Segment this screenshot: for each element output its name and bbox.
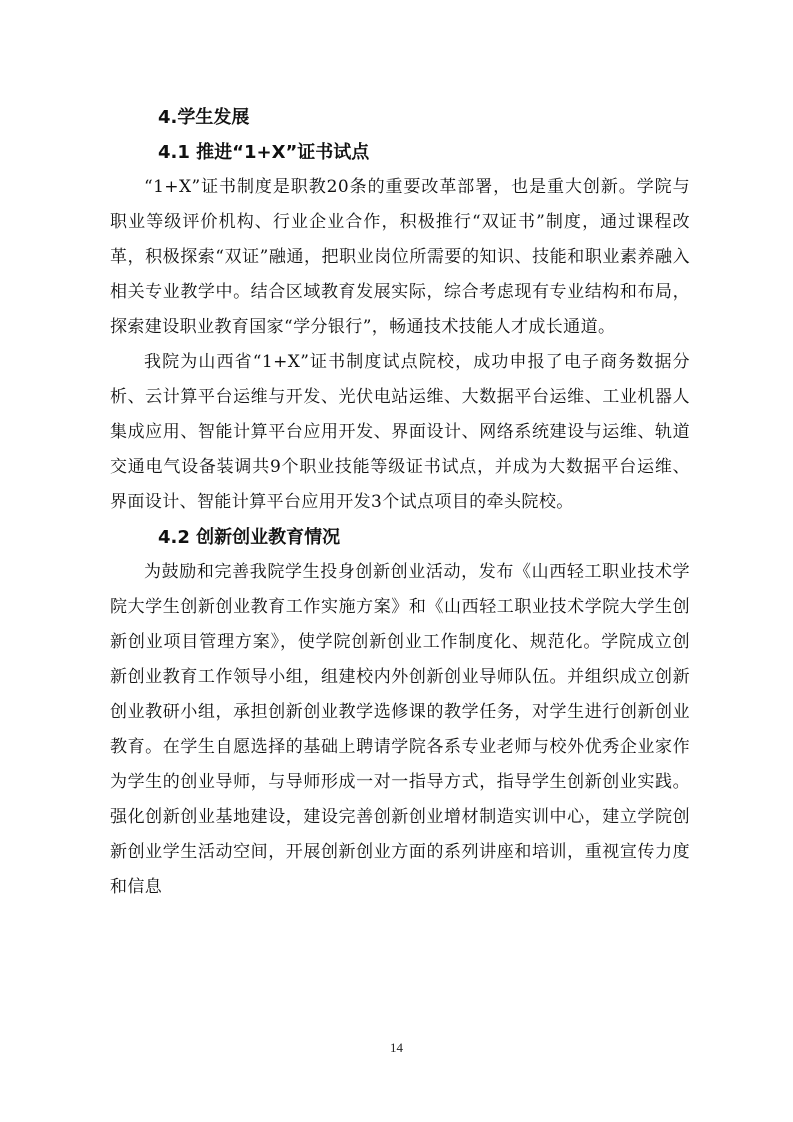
paragraph-innovation: 为鼓励和完善我院学生投身创新创业活动，发布《山西轻工职业技术学院大学生创新创业教育工作实施方案》和《山西轻工职业技术学院大学生创新创业项目管理方案》，使学院创新创业工作制度化、规范化。学院成立创新创业教育工作领导小组，组建校内外创新创业导师队伍。并组织成立创新创业教研小组，承担创新创业教学选修课的教学任务，对学生进行创新创业教育。在学生自愿选择的基础上聘请学院各系专业老师与校外优秀企业家作为学生的创业导师，与导师形成一对一指导方式，指导学生创新创业实践。强化创新创业基地建设，建设完善创新创业增材制造实训中心，建立学院创新创业学生活动空间，开展创新创业方面的系列讲座和培训，重视宣传力度和信息 xyxy=(110,562,690,897)
page-content xyxy=(110,100,690,905)
paragraph-1x-intro: “1+X”证书制度是职教20条的重要改革部署，也是重大创新。学院与职业等级评价机构、行业企业合作，积极推行“双证书”制度，通过课程改革，积极探索“双证”融通，把职业岗位所需要的知识、技能和职业素养融入相关专业教学中。结合区域教育发展实际，综合考虑现有专业结构和布局，探索建设职业教育国家“学分银行”，畅通技术技能人才成长通道。 xyxy=(110,177,690,337)
subsection-title-4-1: 4.1 推进“1+X”证书试点 xyxy=(158,142,370,163)
paragraph-1x-pilot: 我院为山西省“1+X”证书制度试点院校，成功申报了电子商务数据分析、云计算平台运维与开发、光伏电站运维、大数据平台运维、工业机器人集成应用、智能计算平台应用开发、界面设计、网络系统建设与运维、轨道交通电气设备装调共9个职业技能等级证书试点，并成为大数据平台运维、界面设计、智能计算平台应用开发3个试点项目的牵头院校。 xyxy=(110,352,690,512)
page-number: 14 xyxy=(390,1040,403,1055)
subsection-title-4-2: 4.2 创新创业教育情况 xyxy=(158,527,341,548)
section-title: 4.学生发展 xyxy=(158,107,250,128)
